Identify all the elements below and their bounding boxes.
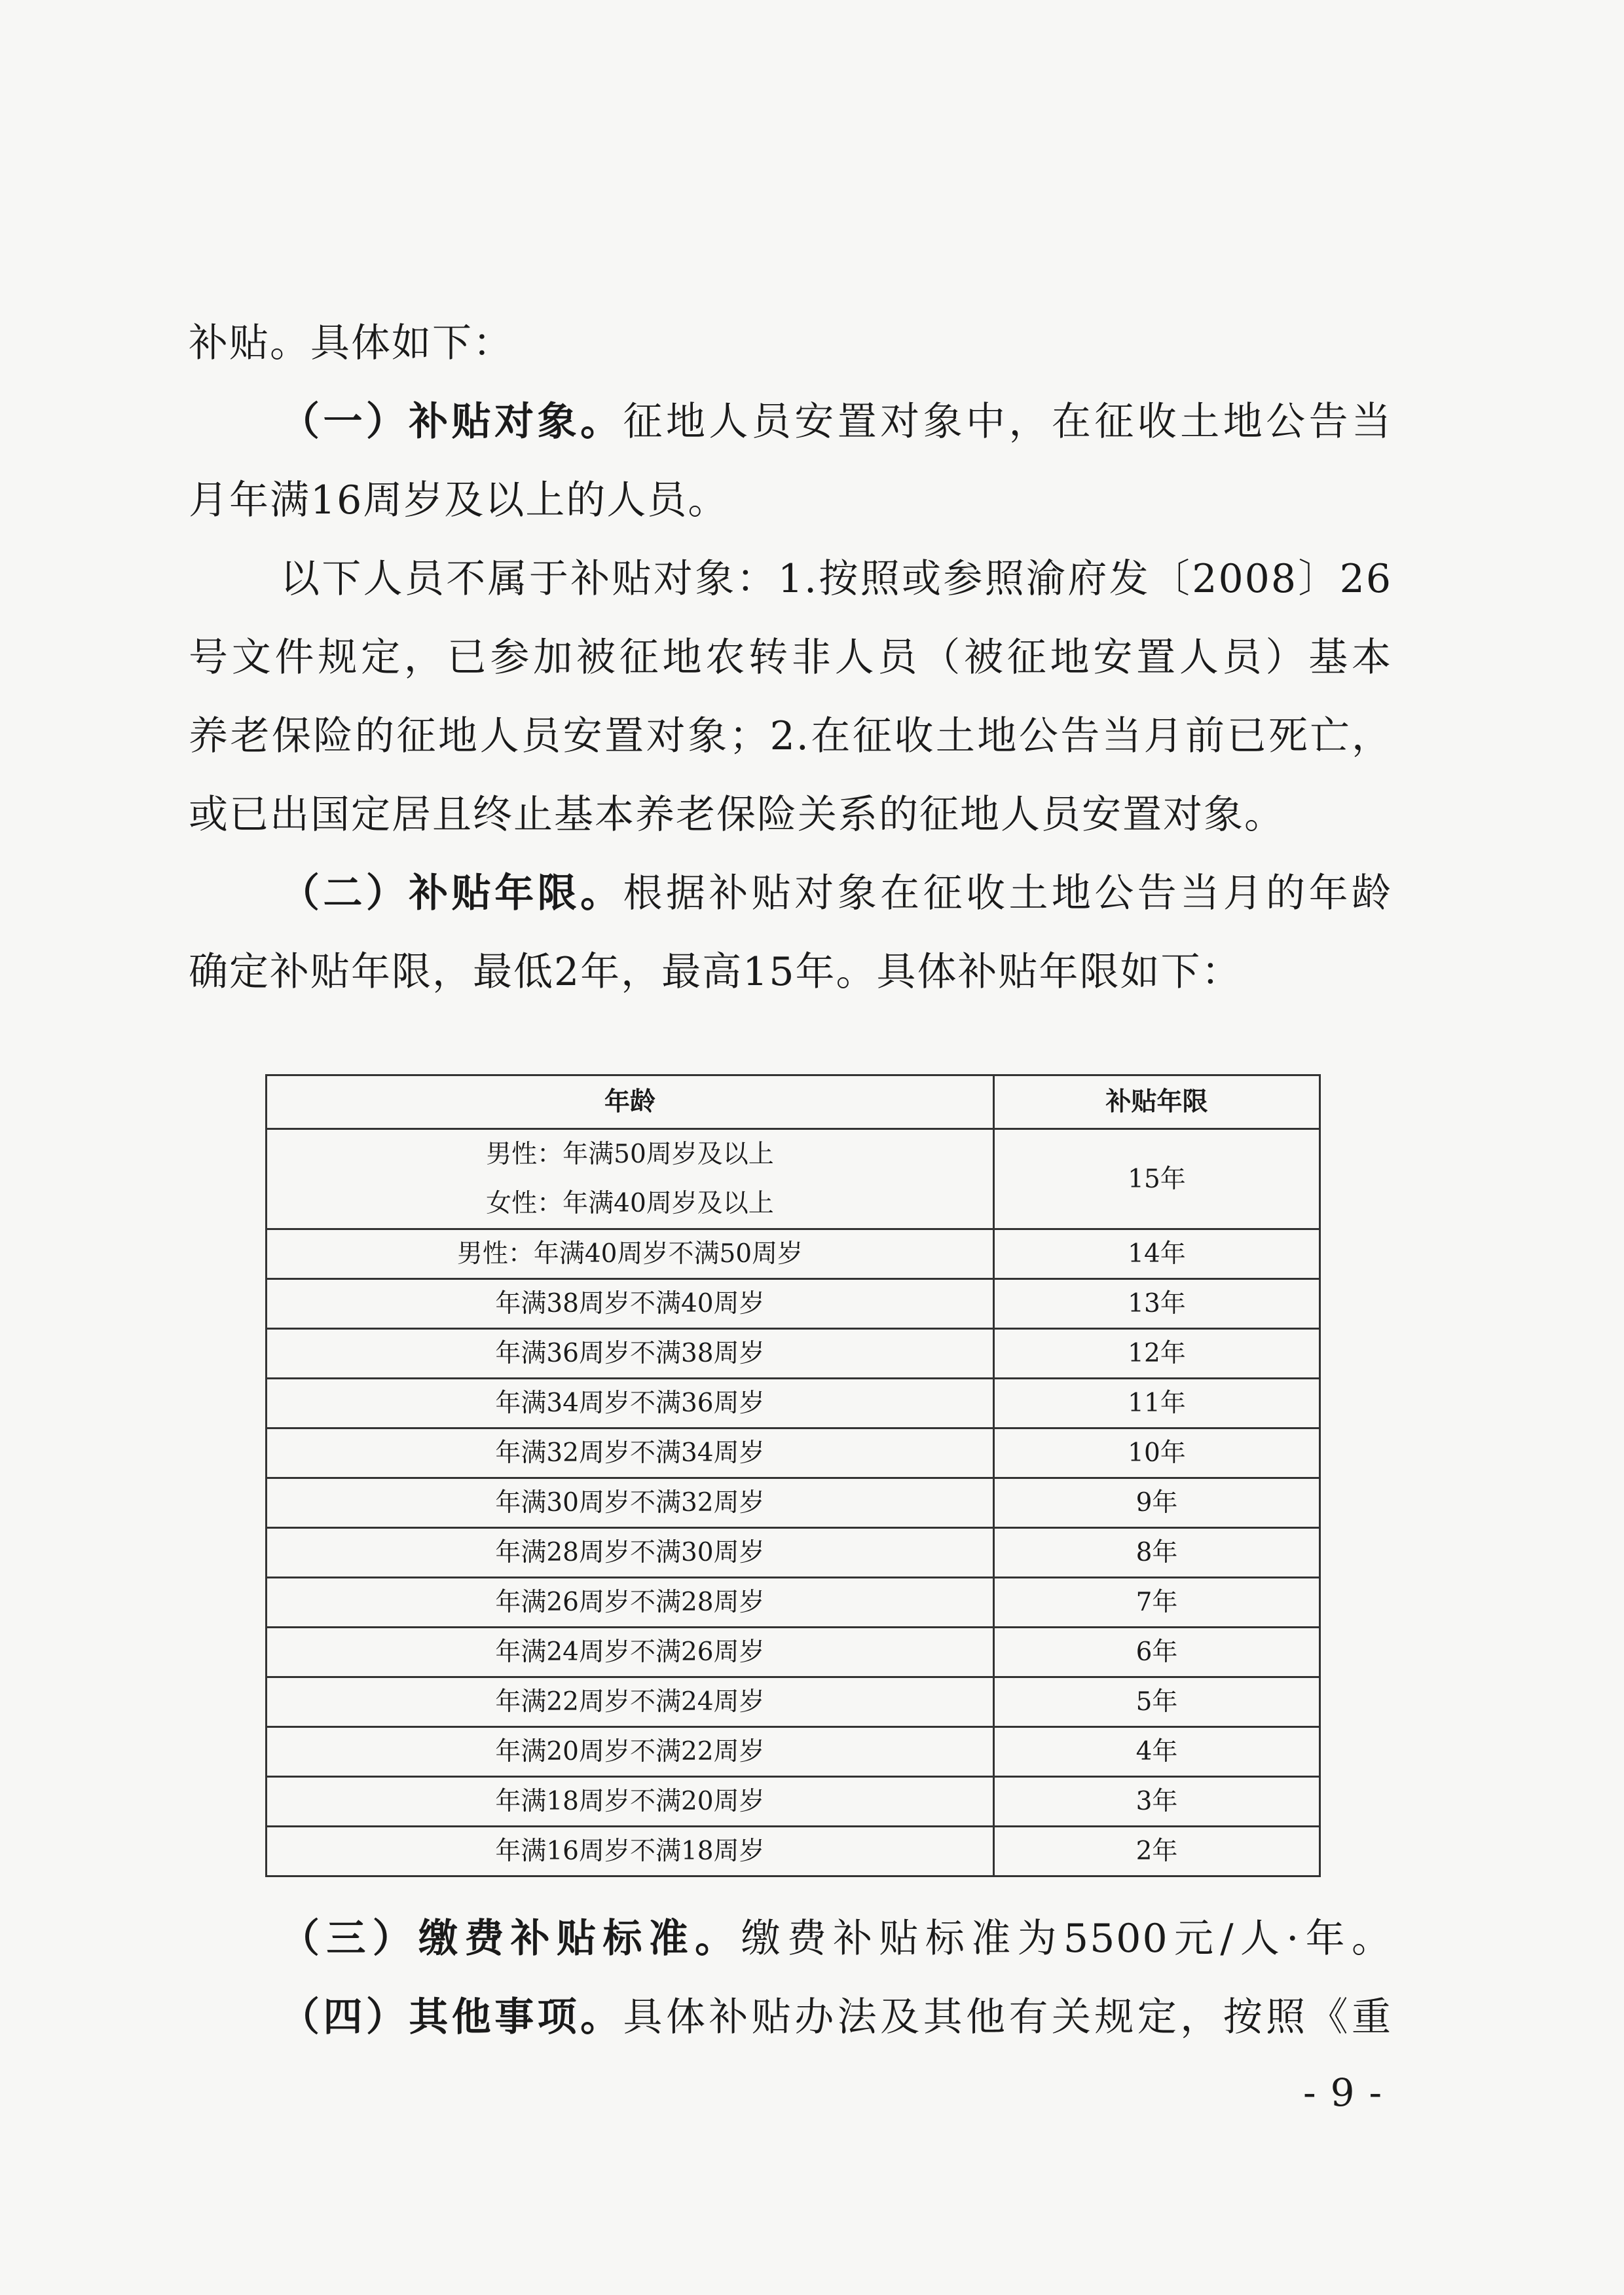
table-row xyxy=(267,1478,1320,1528)
paragraph-text: 征地人员安置对象中，在征收土地公告当 xyxy=(623,399,1393,445)
table-row xyxy=(267,1279,1320,1329)
table-row xyxy=(267,1727,1320,1777)
table-cell-age: 年满16周岁不满18周岁 xyxy=(267,1827,994,1876)
table-row xyxy=(267,1628,1320,1677)
table-cell-age: 男性：年满40周岁不满50周岁 xyxy=(267,1229,994,1279)
page-number: -9- xyxy=(1303,2070,1397,2115)
section-heading: （四）其他事项。 xyxy=(280,1994,623,2040)
table-cell-age: 年满38周岁不满40周岁 xyxy=(267,1279,994,1329)
table-cell-years: 4年 xyxy=(994,1727,1320,1777)
table-header-years: 补贴年限 xyxy=(994,1075,1320,1129)
table-row xyxy=(267,1129,1320,1229)
table-cell-years: 15年 xyxy=(994,1129,1320,1229)
table-cell-age: 年满26周岁不满28周岁 xyxy=(267,1578,994,1628)
paragraph-text: 具体补贴办法及其他有关规定，按照《重 xyxy=(623,1994,1393,2040)
table-row xyxy=(267,1677,1320,1727)
table-row xyxy=(267,1578,1320,1628)
paragraph-line: 号文件规定，已参加被征地农转非人员（被征地安置人员）基本 xyxy=(189,635,1392,681)
table-row xyxy=(267,1329,1320,1379)
table-cell-age: 年满36周岁不满38周岁 xyxy=(267,1329,994,1379)
section-heading: （一）补贴对象。 xyxy=(280,399,623,445)
age-line: 女性：年满40周岁及以上 xyxy=(486,1189,774,1218)
paragraph-line: 或已出国定居且终止基本养老保险关系的征地人员安置对象。 xyxy=(189,792,1285,838)
age-line: 男性：年满50周岁及以上 xyxy=(486,1140,774,1169)
paragraph-line xyxy=(280,867,1392,920)
paragraph-line: 补贴。具体如下： xyxy=(189,320,513,366)
table-cell-age xyxy=(267,1129,994,1229)
table-row xyxy=(267,1229,1320,1279)
table-cell-age: 年满32周岁不满34周岁 xyxy=(267,1428,994,1478)
table-cell-years: 10年 xyxy=(994,1428,1320,1478)
table-cell-years: 11年 xyxy=(994,1379,1320,1428)
subsidy-years-table xyxy=(265,1074,1321,1877)
table-cell-years: 8年 xyxy=(994,1528,1320,1578)
table-cell-age: 年满18周岁不满20周岁 xyxy=(267,1777,994,1827)
paragraph-text: 根据补贴对象在征收土地公告当月的年龄 xyxy=(623,870,1393,916)
paragraph-line: 确定补贴年限，最低2年，最高15年。具体补贴年限如下： xyxy=(189,949,1242,995)
paragraph-line xyxy=(280,1912,1392,1965)
table-cell-years: 13年 xyxy=(994,1279,1320,1329)
table-cell-age: 年满24周岁不满26周岁 xyxy=(267,1628,994,1677)
table-cell-age: 年满30周岁不满32周岁 xyxy=(267,1478,994,1528)
table-cell-years: 7年 xyxy=(994,1578,1320,1628)
table-cell-years: 6年 xyxy=(994,1628,1320,1677)
table-row xyxy=(267,1777,1320,1827)
table-cell-years: 9年 xyxy=(994,1478,1320,1528)
table-cell-years: 14年 xyxy=(994,1229,1320,1279)
table-cell-age: 年满34周岁不满36周岁 xyxy=(267,1379,994,1428)
table-row xyxy=(267,1827,1320,1876)
table-row xyxy=(267,1379,1320,1428)
table-header-age: 年龄 xyxy=(267,1075,994,1129)
paragraph-text: 缴费补贴标准为5500元/人·年。 xyxy=(741,1916,1392,1962)
paragraph-line xyxy=(280,396,1392,448)
table-row xyxy=(267,1428,1320,1478)
table-cell-years: 3年 xyxy=(994,1777,1320,1827)
table-cell-years: 2年 xyxy=(994,1827,1320,1876)
paragraph-line xyxy=(280,1991,1392,2043)
section-heading: （三）缴费补贴标准。 xyxy=(280,1916,741,1962)
table-cell-years: 5年 xyxy=(994,1677,1320,1727)
table-cell-years: 12年 xyxy=(994,1329,1320,1379)
table-row xyxy=(267,1528,1320,1578)
table-header-row xyxy=(267,1075,1320,1129)
paragraph-line: 月年满16周岁及以上的人员。 xyxy=(189,477,729,523)
paragraph-line: 养老保险的征地人员安置对象；2.在征收土地公告当月前已死亡， xyxy=(189,713,1392,759)
section-heading: （二）补贴年限。 xyxy=(280,870,623,916)
table-cell-age: 年满22周岁不满24周岁 xyxy=(267,1677,994,1727)
table-cell-age: 年满20周岁不满22周岁 xyxy=(267,1727,994,1777)
paragraph-line: 以下人员不属于补贴对象：1.按照或参照渝府发〔2008〕26 xyxy=(280,556,1392,602)
table-cell-age: 年满28周岁不满30周岁 xyxy=(267,1528,994,1578)
